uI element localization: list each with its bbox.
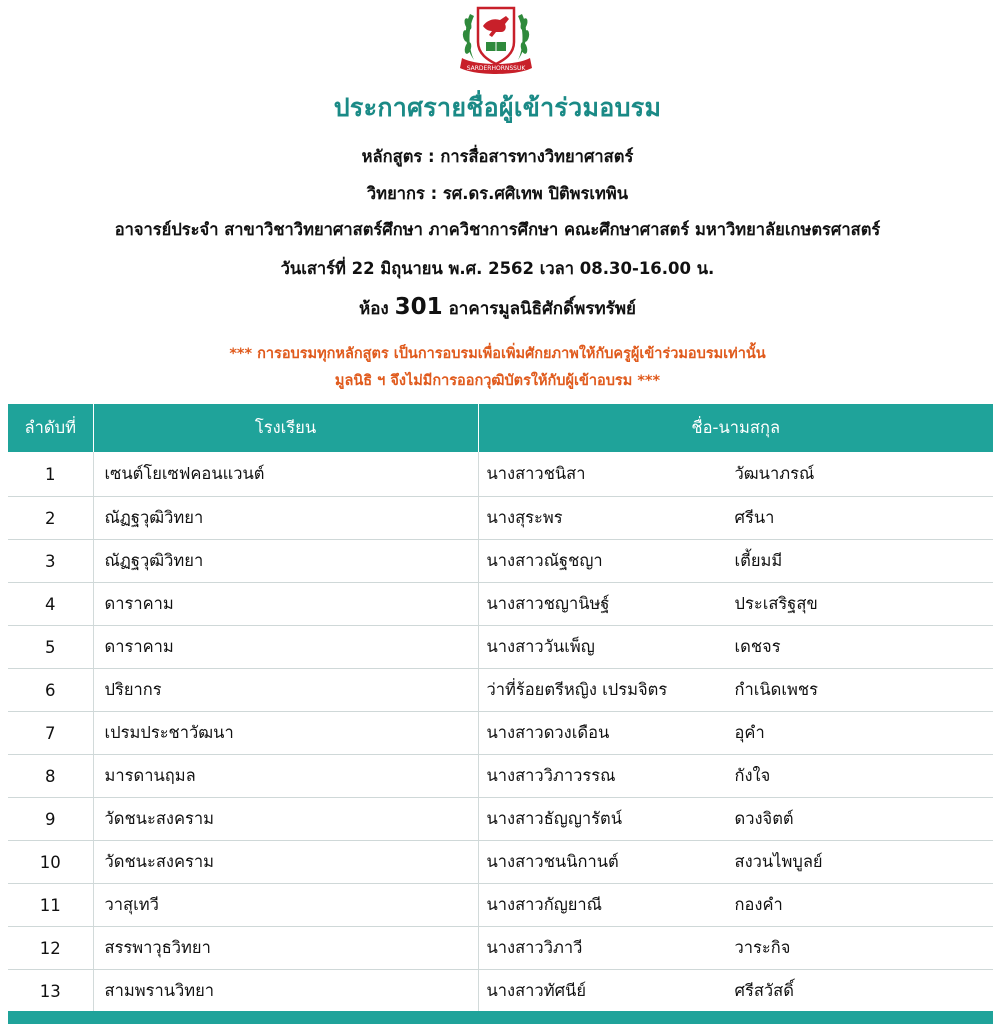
affiliation-line: อาจารย์ประจำ สาขาวิชาวิทยาศาสตร์ศึกษา ภาควิชาการศึกษา คณะศึกษาศาสตร์ มหาวิทยาลัยเกษตรศาสตร์	[114, 220, 881, 239]
table-header-row	[8, 404, 993, 452]
logo-name: SARDERHORNSSUK	[466, 65, 526, 72]
row-number: 5	[8, 626, 93, 669]
notice-line-1: *** การอบรมทุกหลักสูตร เป็นการอบรมเพื่อเพิ่มศักยภาพให้กับครูผู้เข้าร่วมอบรมเท่านั้น	[229, 346, 766, 362]
participant-name	[478, 497, 993, 540]
table-row	[8, 755, 993, 798]
last-name: ศรีนา	[734, 508, 775, 527]
school-name: เปรมประชาวัฒนา	[93, 712, 478, 755]
row-number: 1	[8, 452, 93, 497]
table-row	[8, 452, 993, 497]
last-name: ประเสริฐสุข	[734, 594, 818, 613]
school-name: เซนต์โยเซฟคอนแวนต์	[93, 452, 478, 497]
table-row	[8, 583, 993, 626]
participant-name	[478, 970, 993, 1013]
first-name: นางสาวชญานิษฐ์	[486, 594, 610, 613]
table-row	[8, 712, 993, 755]
participant-name	[478, 841, 993, 884]
room-line	[0, 294, 995, 322]
course-line: หลักสูตร : การสื่อสารทางวิทยาศาสตร์	[361, 147, 634, 166]
school-name: วัดชนะสงคราม	[93, 798, 478, 841]
participant-name	[478, 884, 993, 927]
footer-bar	[8, 1011, 993, 1024]
first-name: นางสาวชนิสา	[486, 464, 586, 483]
foundation-logo	[456, 2, 536, 78]
first-name: นางสาววันเพ็ญ	[486, 637, 595, 656]
last-name: เตี้ยมมี	[734, 551, 783, 570]
first-name: นางสาวทัศนีย์	[486, 981, 586, 1000]
table-row	[8, 970, 993, 1013]
notice-line-2: มูลนิธิ ฯ จึงไม่มีการออกวุฒิบัตรให้กับผู้เข้าอบรม ***	[334, 373, 661, 389]
table-row	[8, 841, 993, 884]
header-school: โรงเรียน	[93, 404, 478, 452]
row-number: 2	[8, 497, 93, 540]
row-number: 9	[8, 798, 93, 841]
first-name: นางสาวณัฐชญา	[486, 551, 603, 570]
participant-name	[478, 540, 993, 583]
school-name: ปริยากร	[93, 669, 478, 712]
last-name: ศรีสวัสดิ์	[734, 981, 794, 1000]
first-name: นางสาวชนนิกานต์	[486, 852, 619, 871]
table-row	[8, 540, 993, 583]
last-name: อุคำ	[734, 723, 765, 742]
first-name: ว่าที่ร้อยตรีหญิง เปรมจิตร	[486, 680, 668, 699]
datetime-line: วันเสาร์ที่ 22 มิถุนายน พ.ศ. 2562 เวลา 08.30-16.00 น.	[280, 259, 715, 278]
participant-name	[478, 669, 993, 712]
row-number: 10	[8, 841, 93, 884]
school-name: ณัฏฐวุฒิวิทยา	[93, 540, 478, 583]
participant-name	[478, 583, 993, 626]
first-name: นางสาววิภาวี	[486, 938, 583, 957]
table-row	[8, 798, 993, 841]
last-name: วัฒนาภรณ์	[734, 464, 815, 483]
page-title: ประกาศรายชื่อผู้เข้าร่วมอบรม	[333, 93, 662, 122]
participant-name	[478, 452, 993, 497]
speaker-line: วิทยากร : รศ.ดร.ศศิเทพ ปิติพรเทพิน	[366, 184, 629, 203]
table-row	[8, 884, 993, 927]
last-name: กองคำ	[734, 895, 783, 914]
header-name: ชื่อ-นามสกุล	[478, 404, 993, 452]
first-name: นางสาววิภาวรรณ	[486, 766, 616, 785]
school-name: วาสุเทวี	[93, 884, 478, 927]
header-no: ลำดับที่	[8, 404, 93, 452]
row-number: 12	[8, 927, 93, 970]
table-row	[8, 927, 993, 970]
row-number: 3	[8, 540, 93, 583]
shield-icon	[478, 8, 514, 64]
school-name: ณัฏฐวุฒิวิทยา	[93, 497, 478, 540]
last-name: สงวนไพบูลย์	[734, 852, 823, 871]
last-name: วาระกิจ	[734, 938, 791, 957]
participant-name	[478, 712, 993, 755]
row-number: 8	[8, 755, 93, 798]
participant-name	[478, 755, 993, 798]
room-building: อาคารมูลนิธิศักดิ์พรทรัพย์	[448, 299, 636, 319]
school-name: สามพรานวิทยา	[93, 970, 478, 1013]
row-number: 6	[8, 669, 93, 712]
school-name: วัดชนะสงคราม	[93, 841, 478, 884]
row-number: 13	[8, 970, 93, 1013]
room-prefix: ห้อง	[359, 299, 389, 319]
row-number: 7	[8, 712, 93, 755]
room-number: 301	[394, 294, 443, 320]
school-name: ดาราคาม	[93, 583, 478, 626]
row-number: 11	[8, 884, 93, 927]
last-name: ดวงจิตต์	[734, 809, 794, 828]
table-row	[8, 497, 993, 540]
last-name: กังใจ	[734, 766, 771, 785]
participant-name	[478, 927, 993, 970]
participant-table	[8, 404, 993, 1013]
last-name: กำเนิดเพชร	[734, 680, 818, 699]
participant-name	[478, 626, 993, 669]
table-row	[8, 669, 993, 712]
first-name: นางสาวกัญยาณี	[486, 895, 602, 914]
school-name: ดาราคาม	[93, 626, 478, 669]
first-name: นางสุระพร	[486, 508, 563, 527]
school-name: มารดานฤมล	[93, 755, 478, 798]
row-number: 4	[8, 583, 93, 626]
school-name: สรรพาวุธวิทยา	[93, 927, 478, 970]
participant-name	[478, 798, 993, 841]
first-name: นางสาวดวงเดือน	[486, 723, 610, 742]
table-row	[8, 626, 993, 669]
last-name: เดชจร	[734, 637, 781, 656]
first-name: นางสาวธัญญารัตน์	[486, 809, 623, 828]
